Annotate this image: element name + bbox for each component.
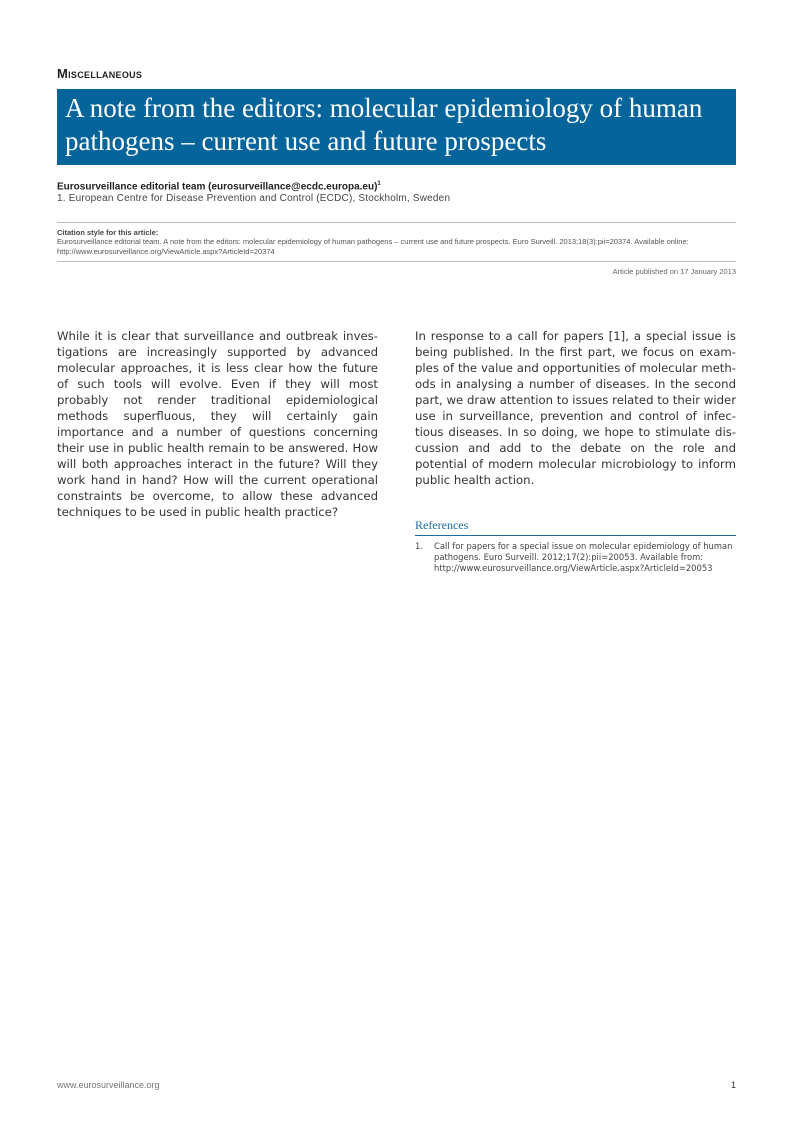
body-paragraph: In response to a call for papers [1], a special issue is being published. In the first part, we focus on examples of the value and opportunities of molecular methods in analysing a number of diseases. In the second part, we draw attention to issues related to their wider use in surveillance, prevention and control of infectious diseases. In so doing, we hope to stimulate discussion and add to the debate on the role and potential of modern molecular microbiology to inform public health action. [415,329,736,487]
title-banner [57,89,736,165]
reference-number: 1. [415,541,423,551]
section-label: Miscellaneous [57,66,143,81]
reference-item [415,541,736,573]
author-block [57,178,736,205]
citation-text: Eurosurveillance editorial team. A note from the editors: molecular epidemiology of human pathogens – current use and future prospects. Euro Surveill. 2013;18(3):pii=20374. Available online: http://www.eurosurveillance.org/ViewArticle.aspx?ArticleId=20374 [57,237,689,256]
author-team: Eurosurveillance editorial team (eurosurveillance@ecdc.europa.eu) [57,181,378,193]
page-number: 1 [730,1080,736,1090]
reference-text: Call for papers for a special issue on molecular epidemiology of human pathogens. Euro Surveill. 2012;17(2):pii=20053. Available from: http://www.eurosurveillance.org/ViewArticle.aspx?ArticleId=20053 [434,541,733,573]
citation-heading: Citation style for this article: [57,228,159,237]
author-superscript: 1 [377,181,381,187]
body-paragraph: While it is clear that surveillance and outbreak investigations are increasingly supported by advanced molecular approaches, it is less clear how the future of such tools will evolve. Even if they will most probably not render traditional epidemiological methods superfluous, they will certainly gain importance and a number of questions concerning their use in public health remain to be answered. How will both approaches interact in the future? Will they work hand in hand? How will the current operational constraints be overcome, to allow these advanced techniques to be used in public health practice? [57,329,378,519]
author-affiliation: 1. European Centre for Disease Prevention and Control (ECDC), Stockholm, Sweden [57,193,451,205]
author-line [57,178,736,193]
references-heading: References [415,518,736,536]
citation-box [57,222,736,262]
published-date: Article published on 17 January 2013 [612,267,736,276]
article-title: A note from the editors: molecular epidemiology of human pathogens – current use and future prospects [65,93,703,156]
footer-url: www.eurosurveillance.org [57,1080,160,1090]
body-column-right [415,328,736,488]
body-column-left [57,328,378,520]
